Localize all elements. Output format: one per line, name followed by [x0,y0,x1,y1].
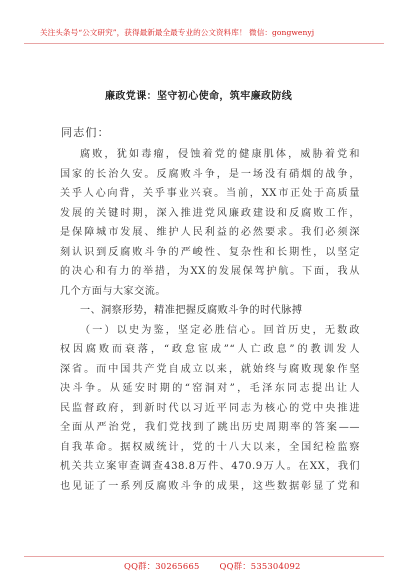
footer-divider [24,556,384,557]
document-body [60,145,360,496]
body-line: 深省。而中国共产党自成立以来，就始终与腐败现象作坚 [60,363,360,375]
footer-contact [124,560,321,572]
body-line: 民监督政府，到新时代以习近平同志为核心的党中央推进 [60,402,360,414]
body-line: 决斗争。从延安时期的“窑洞对”，毛泽东同志提出让人 [60,383,360,394]
body-line: 刻认识到反腐败斗争的严峻性、复杂性和长期性，以坚定 [60,246,360,258]
body-line: 全面从严治党，我们党找到了跳出历史周期率的答案—— [60,422,360,433]
body-line: 自我革命。据权威统计，党的十八大以来，全国纪检监察 [60,441,360,453]
body-line: 是保障城市发展、维护人民利益的必然要求。我们必须深 [60,227,360,238]
section-heading: 一、洞察形势，精准把握反腐败斗争的时代脉搏 [80,305,303,316]
body-line: 的决心和有力的举措，为XX的发展保驾护航。下面，我从 [60,266,360,277]
body-line: 关乎人心向背，关乎事业兴衰。当前，XX市正处于高质量 [60,188,360,199]
body-line: 也见证了一系列反腐败斗争的成果，这些数据彰显了党和 [60,480,360,492]
header-promo-text: 关注头条号“公文研究”，获得最新最全最专业的公文资料库！ 微信：gongwenyj [40,28,315,37]
header-divider [24,43,384,44]
body-line: 机关共立案审查调查438.8万件、470.9万人。在XX，我们 [60,461,360,472]
body-line: 国家的长治久安。反腐败斗争，是一场没有硝烟的战争， [60,168,360,180]
salutation: 同志们： [61,126,110,139]
footer-qq-group-1: QQ群：30265665 [124,561,200,571]
body-line: 权因腐败而衰落，“政怠宦成”“人亡政息”的教训发人 [60,344,360,355]
footer-qq-group-2: QQ群：535304092 [219,561,301,571]
document-title: 廉政党课：坚守初心使命，筑牢廉政防线 [105,91,293,102]
body-line: 发展的关键时期，深入推进党风廉政建设和反腐败工作， [60,207,360,219]
body-line: 几个方面与大家交流。 [60,285,166,297]
body-line: 腐败，犹如毒瘤，侵蚀着党的健康肌体，威胁着党和 [80,149,360,160]
body-line: （一）以史为鉴，坚定必胜信心。回首历史，无数政 [80,324,360,336]
